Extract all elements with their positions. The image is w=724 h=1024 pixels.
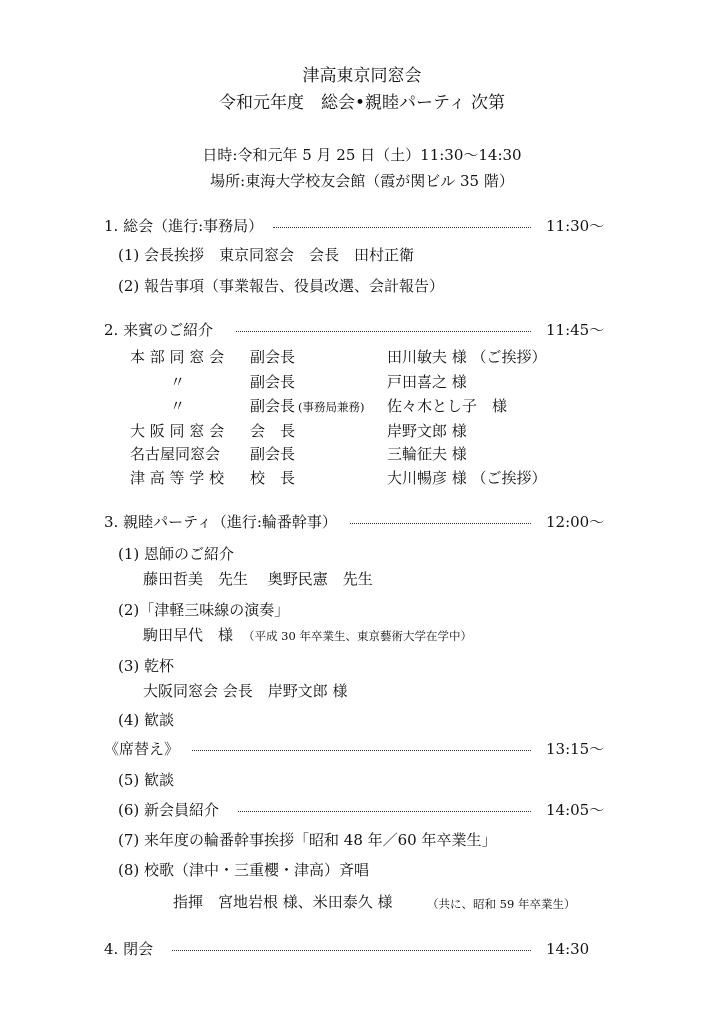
section1-heading: 1. 総会（進行:事務局）	[104, 217, 264, 235]
guest-org: 津 高 等 学 校	[130, 469, 225, 487]
leader-dots	[350, 523, 531, 524]
section3-time: 12:00～	[546, 513, 605, 531]
section3-item-1-detail: 藤田哲美 先生 奥野民憲 先生	[143, 570, 373, 588]
section2-heading: 2. 来賓のご紹介	[104, 321, 214, 339]
guest-org: 〃	[170, 373, 186, 391]
section3-item-6-time: 14:05～	[546, 801, 605, 819]
section3-item-1: (1) 恩師のご紹介	[118, 545, 235, 563]
section1-time: 11:30～	[546, 217, 605, 235]
section1-item-2: (2) 報告事項（事業報告、役員改選、会計報告）	[118, 277, 445, 295]
guest-name: 田川敏夫 様 （ご挨拶）	[387, 348, 547, 366]
document-subtitle: 令和元年度 総会•親睦パーティ 次第	[218, 93, 506, 113]
guest-role: 副会長	[250, 373, 296, 391]
guest-name: 三輪征夫 様	[387, 445, 467, 463]
section3-item-8-note: （共に、昭和 59 年卒業生）	[427, 897, 576, 911]
section3-heading: 3. 親睦パーティ（進行:輪番幹事）	[104, 513, 337, 531]
seat-change-time: 13:15～	[546, 740, 605, 758]
guest-role: 副会長	[250, 348, 296, 366]
guest-role: 副会長	[250, 397, 296, 415]
guest-name: 大川暢彦 様 （ご挨拶）	[387, 469, 547, 487]
guest-role: 校 長	[250, 469, 296, 487]
section3-item-8: (8) 校歌（津中・三重櫻・津高）斉唱	[118, 861, 370, 879]
section3-item-5: (5) 歓談	[118, 771, 175, 789]
section3-item-8-detail: 指揮 宮地岩根 様、米田泰久 様	[173, 893, 393, 911]
section4-heading: 4. 閉会	[104, 940, 154, 958]
guest-name: 戸田喜之 様	[387, 373, 467, 391]
leader-dots	[273, 227, 531, 228]
guest-role: 副会長	[250, 445, 296, 463]
guest-org: 本 部 同 窓 会	[130, 348, 225, 366]
guest-org: 大 阪 同 窓 会	[130, 422, 225, 440]
event-venue: 場所:東海大学校友会館（霞が関ビル 35 階）	[210, 172, 514, 190]
document-title: 津高東京同窓会	[302, 66, 422, 86]
section3-item-2: (2)「津軽三味線の演奏」	[118, 601, 290, 619]
guest-role: 会 長	[250, 422, 296, 440]
leader-dots	[172, 950, 531, 951]
section3-item-3: (3) 乾杯	[118, 657, 175, 675]
section1-item-1: (1) 会長挨拶 東京同窓会 会長 田村正衛	[118, 246, 415, 264]
guest-note: (事務局兼務)	[298, 400, 365, 414]
section3-item-3-detail: 大阪同窓会 会長 岸野文郎 様	[143, 682, 348, 700]
guest-org: 〃	[170, 397, 186, 415]
guest-name: 岸野文郎 様	[387, 422, 467, 440]
event-datetime: 日時:令和元年 5 月 25 日（土）11:30～14:30	[202, 146, 522, 164]
guest-name: 佐々木とし子 様	[387, 397, 508, 415]
section3-item-4: (4) 歓談	[118, 711, 175, 729]
section3-item-6: (6) 新会員紹介	[118, 801, 220, 819]
section3-item-7: (7) 来年度の輪番幹事挨拶「昭和 48 年／60 年卒業生」	[118, 831, 497, 849]
leader-dots	[236, 331, 531, 332]
section4-time: 14:30	[546, 940, 590, 958]
guest-org: 名古屋同窓会	[130, 445, 221, 463]
leader-dots	[192, 750, 531, 751]
section3-item-2-detail: 駒田早代 様	[143, 626, 234, 644]
section2-time: 11:45～	[546, 321, 605, 339]
section3-item-2-note: （平成 30 年卒業生、東京藝術大学在学中）	[243, 629, 472, 643]
leader-dots	[238, 811, 531, 812]
seat-change-label: 《席替え》	[104, 740, 180, 758]
